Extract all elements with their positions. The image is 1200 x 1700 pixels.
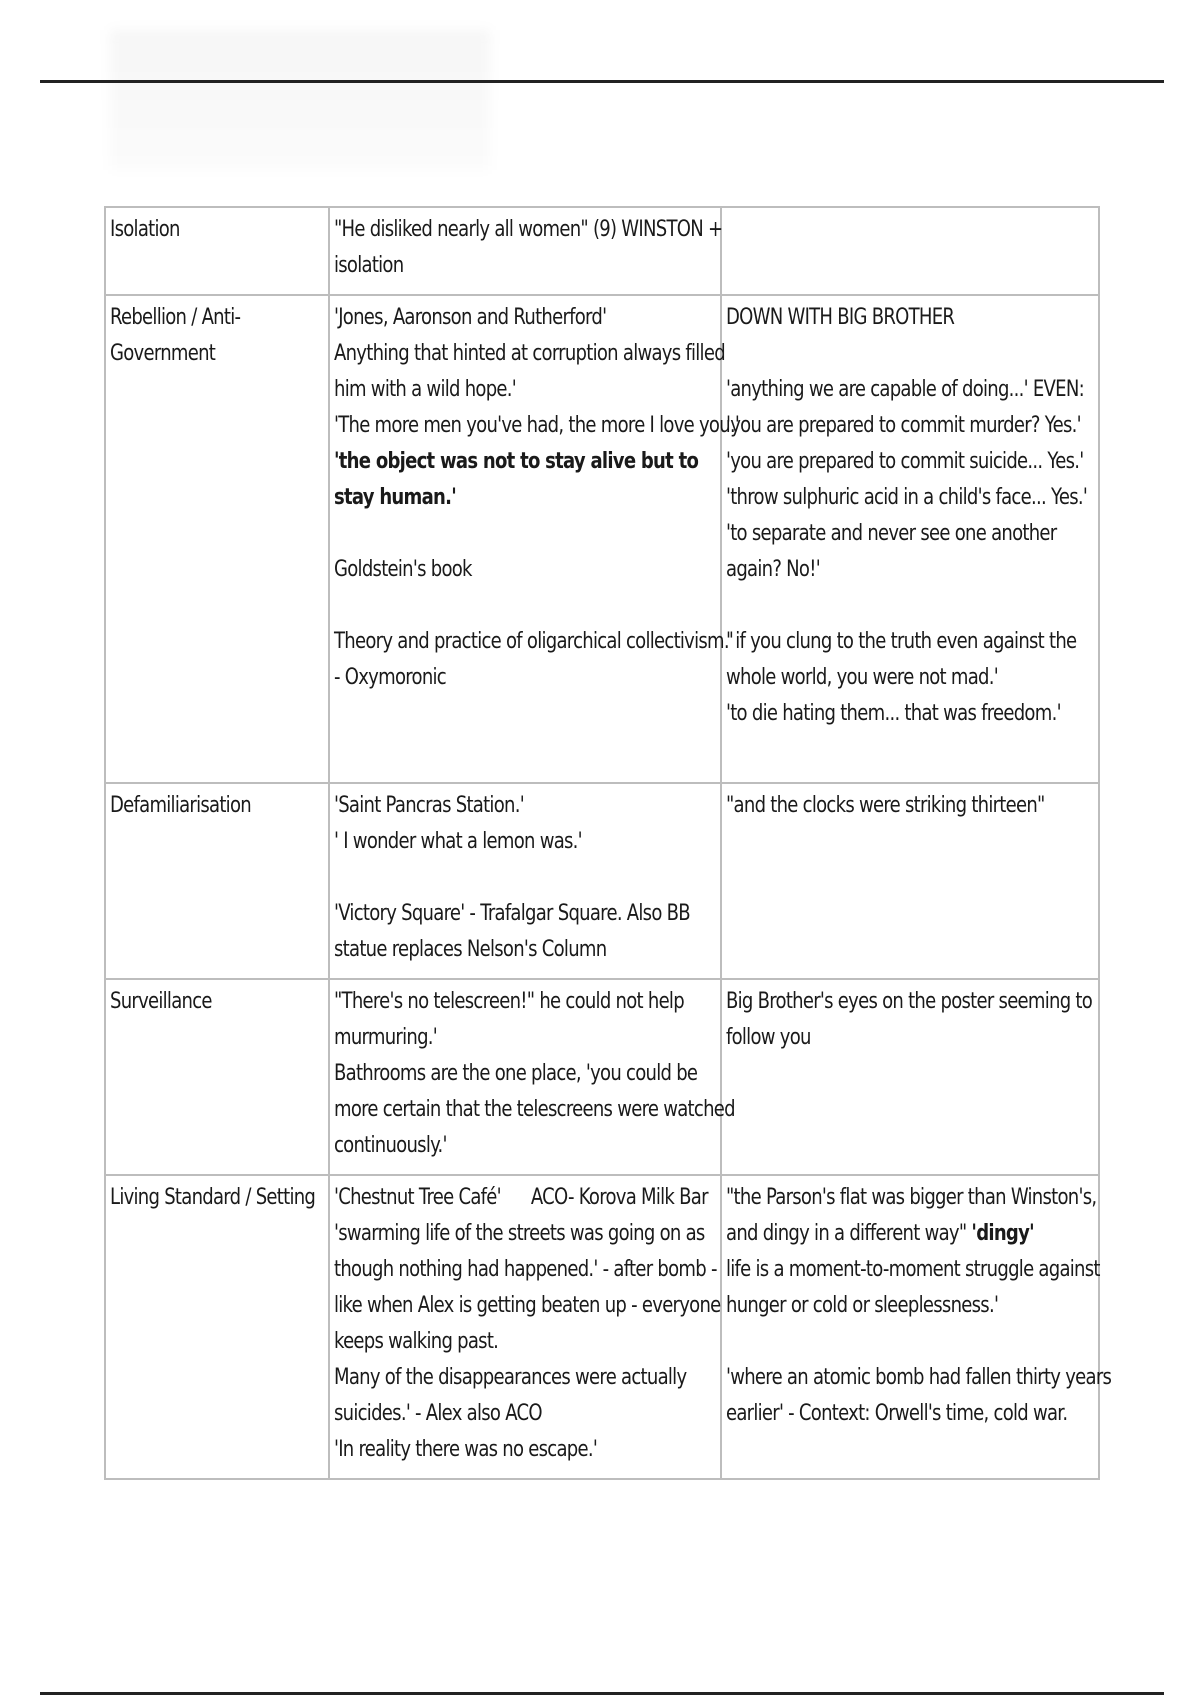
table-row — [105, 207, 1099, 295]
quote-line: Bathrooms are the one place, 'you could be — [334, 1061, 698, 1086]
quote-line: 'Victory Square' - Trafalgar Square. Also BB — [334, 901, 690, 926]
note-line: again? No!' — [726, 557, 820, 582]
note-line: ' if you clung to the truth even against the — [726, 629, 1077, 654]
note-line: 'anything we are capable of doing...' EVEN: — [726, 377, 1084, 402]
emphasis-word: 'dingy' — [971, 1221, 1034, 1246]
note-line: "and the clocks were striking thirteen" — [726, 793, 1045, 818]
quote-line — [334, 516, 716, 552]
theme-cell — [105, 979, 329, 1175]
table-row — [105, 783, 1099, 979]
notes-cell — [721, 207, 1099, 295]
theme-cell — [105, 207, 329, 295]
table-row — [105, 295, 1099, 783]
quote-line: though nothing had happened.' - after bomb - — [334, 1257, 717, 1282]
notes-cell — [721, 783, 1099, 979]
quote-line: 'Saint Pancras Station.' — [334, 793, 524, 818]
notes-cell — [721, 295, 1099, 783]
quote-line: "There's no telescreen!" he could not help — [334, 989, 684, 1014]
quotes-cell — [329, 295, 740, 783]
note-line: 'to separate and never see one another — [726, 521, 1057, 546]
note-line — [726, 336, 1094, 372]
quote-line — [334, 588, 716, 624]
quotes-cell — [329, 207, 721, 295]
theme-text: Rebellion / Anti- — [110, 305, 241, 330]
note-line-with-emphasis — [726, 1216, 1094, 1252]
note-line: 'you are prepared to commit murder? Yes.' — [726, 413, 1081, 438]
quote-line: more certain that the telescreens were watched — [334, 1097, 735, 1122]
note-line: 'where an atomic bomb had fallen thirty years — [726, 1365, 1112, 1390]
theme-text: Living Standard / Setting — [110, 1185, 316, 1210]
quote-line: suicides.' - Alex also ACO — [334, 1401, 542, 1426]
theme-cell — [105, 783, 329, 979]
notes-cell — [721, 1175, 1112, 1479]
note-line: 'you are prepared to commit suicide... Yes.' — [726, 449, 1084, 474]
quote-line: keeps walking past. — [334, 1329, 499, 1354]
themes-quotes-table — [104, 206, 1112, 1480]
quote-line: "He disliked nearly all women" (9) WINSTON + — [334, 217, 723, 242]
theme-cell — [105, 1175, 329, 1479]
quotes-cell — [329, 783, 721, 979]
note-line: Big Brother's eyes on the poster seeming to — [726, 989, 1093, 1014]
note-text: and dingy in a different way" — [726, 1221, 967, 1246]
notes-cell — [721, 979, 1099, 1175]
table-row — [105, 979, 1099, 1175]
theme-cell — [105, 295, 329, 783]
top-rule — [40, 80, 1164, 83]
bottom-rule — [40, 1692, 1164, 1695]
quote-line — [334, 860, 716, 896]
note-line: hunger or cold or sleeplessness.' — [726, 1293, 999, 1318]
quote-line: him with a wild hope.' — [334, 377, 517, 402]
quote-line: Goldstein's book — [334, 557, 472, 582]
quote-line-bold: stay human.' — [334, 485, 457, 510]
quote-line: 'In reality there was no escape.' — [334, 1437, 598, 1462]
quote-line: isolation — [334, 253, 404, 278]
note-line — [726, 588, 1094, 624]
quote-line: Anything that hinted at corruption always filled — [334, 341, 725, 366]
theme-text: Government — [110, 341, 216, 366]
note-line: 'to die hating them... that was freedom.' — [726, 701, 1061, 726]
note-line: DOWN WITH BIG BROTHER — [726, 305, 955, 330]
note-line: life is a moment-to-moment struggle against — [726, 1257, 1100, 1282]
quotes-cell — [329, 979, 735, 1175]
theme-text: Surveillance — [110, 989, 212, 1014]
note-line — [726, 1324, 1094, 1360]
note-line: "the Parson's flat was bigger than Winston's, — [726, 1185, 1097, 1210]
table-row — [105, 1175, 1099, 1479]
quote-line: 'The more men you've had, the more I love you.' — [334, 413, 740, 438]
quote-line: Theory and practice of oligarchical collectivism.' — [334, 629, 734, 654]
quote-line: - Oxymoronic — [334, 665, 446, 690]
quote-line: 'Jones, Aaronson and Rutherford' — [334, 305, 607, 330]
quote-line: murmuring.' — [334, 1025, 438, 1050]
theme-text: Defamiliarisation — [110, 793, 251, 818]
quote-line: Many of the disappearances were actually — [334, 1365, 687, 1390]
note-line: whole world, you were not mad.' — [726, 665, 998, 690]
faded-header-ghost — [110, 30, 490, 170]
quote-line: ' I wonder what a lemon was.' — [334, 829, 582, 854]
note-line: 'throw sulphuric acid in a child's face... Yes.' — [726, 485, 1088, 510]
note-line: earlier' - Context: Orwell's time, cold war. — [726, 1401, 1068, 1426]
quote-line: continuously.' — [334, 1133, 447, 1158]
theme-text: Isolation — [110, 217, 180, 242]
note-line: follow you — [726, 1025, 811, 1050]
quote-line: 'swarming life of the streets was going on as — [334, 1221, 705, 1246]
quote-line: statue replaces Nelson's Column — [334, 937, 607, 962]
quote-line: like when Alex is getting beaten up - everyone — [334, 1293, 721, 1318]
quote-line: 'Chestnut Tree Café' ACO- Korova Milk Bar — [334, 1185, 708, 1210]
quotes-cell — [329, 1175, 721, 1479]
quote-line-bold: 'the object was not to stay alive but to — [334, 449, 699, 474]
